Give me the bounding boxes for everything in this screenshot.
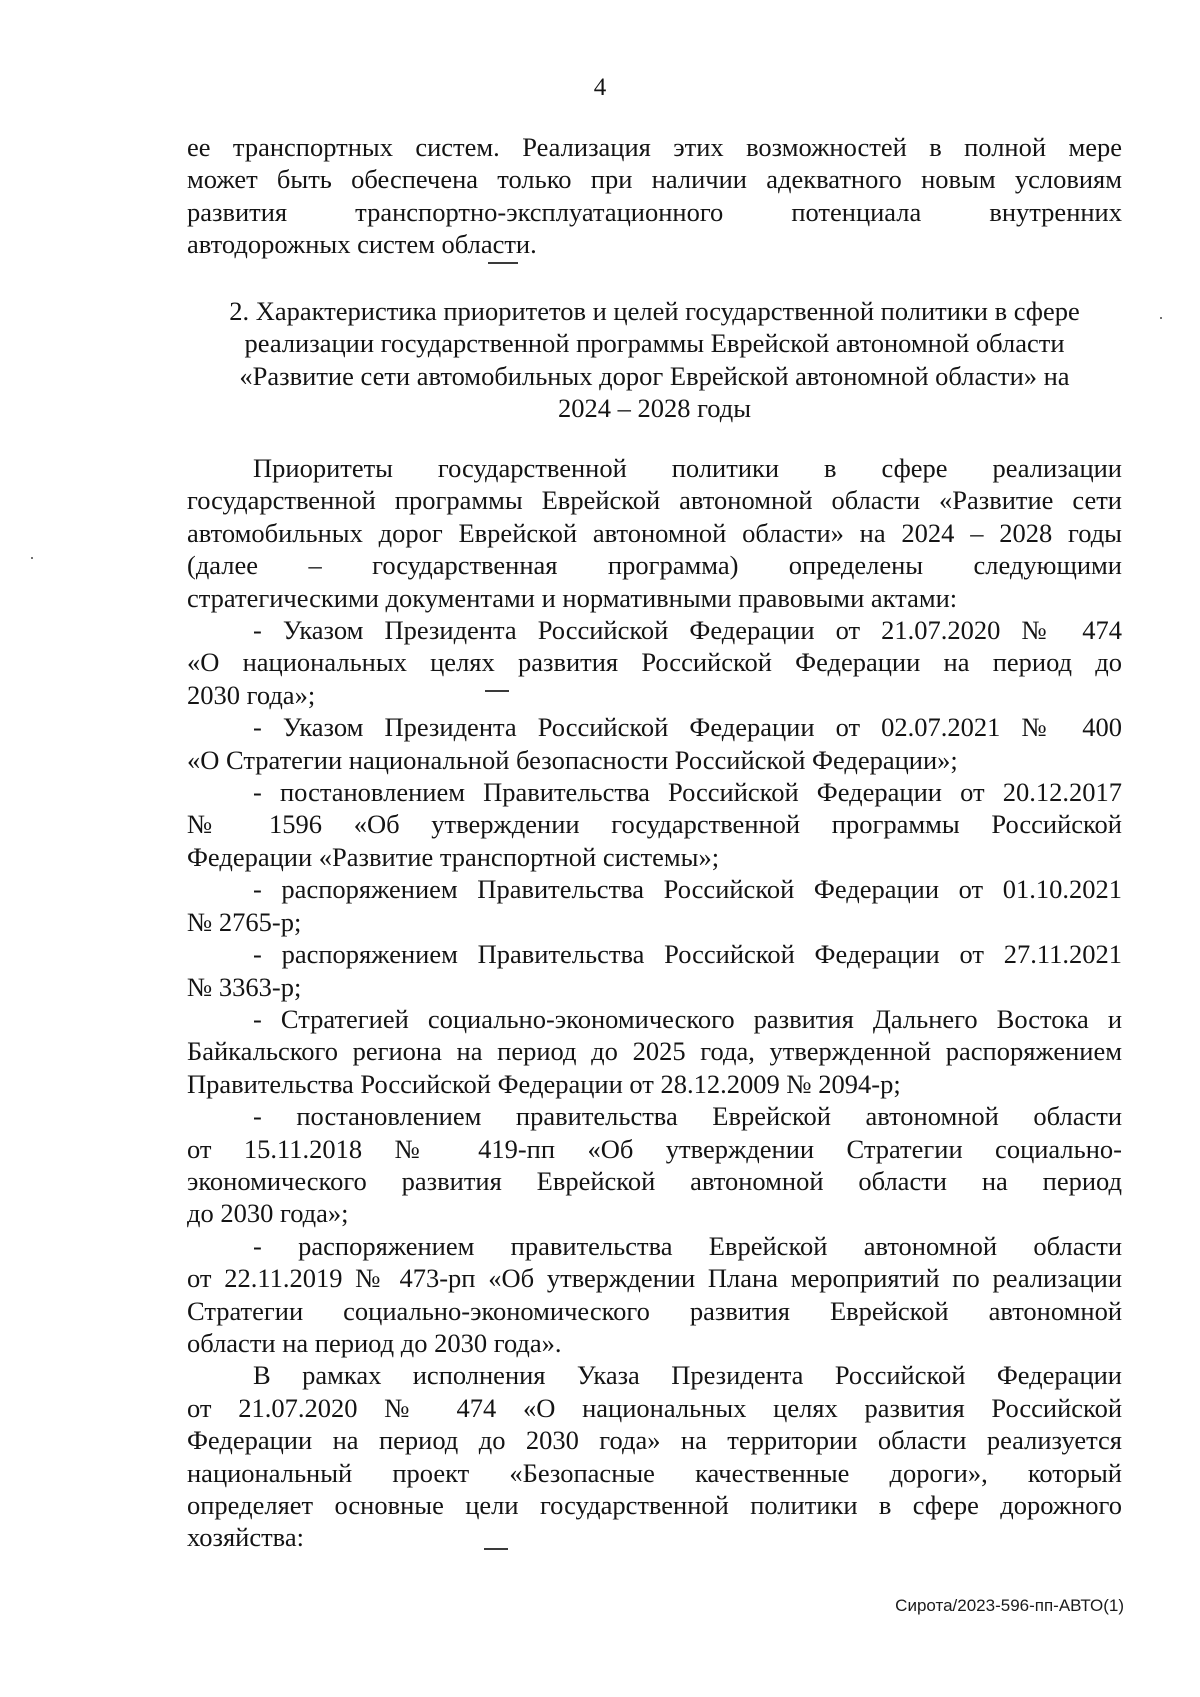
text-line: определяет основные цели государственной политики в сфере дорожного — [187, 1490, 1122, 1520]
text-line: стратегическими документами и нормативными правовыми актами: — [187, 582, 958, 613]
text-line: № 1596 «Об утверждении государственной программы Российской — [187, 809, 1122, 840]
text-line: - распоряжением Правительства Российской Федерации от 27.11.2021 — [253, 939, 1122, 970]
text-line: экономического развития Еврейской автономной области на период — [187, 1165, 1122, 1196]
text-line: Федерации «Развитие транспортной системы»; — [187, 841, 720, 872]
text-line: ее транспортных систем. Реализация этих возможностей в полной мере — [187, 132, 1122, 162]
text-line: может быть обеспечена только при наличии адекватного новым условиям — [187, 164, 1122, 195]
text-line: автомобильных дорог Еврейской автономной области» на 2024 – 2028 годы — [187, 517, 1122, 548]
text-line: до 2030 года»; — [187, 1198, 349, 1229]
text-line: В рамках исполнения Указа Президента Российской Федерации — [253, 1360, 1122, 1391]
text-line: - Указом Президента Российской Федерации от 02.07.2021 № 400 — [253, 712, 1122, 743]
text-line: - распоряжением Правительства Российской Федерации от 01.10.2021 — [253, 874, 1122, 905]
text-line: Байкальского региона на период до 2025 года, утвержденной распоряжением — [187, 1036, 1122, 1067]
heading-line: реализации государственной программы Еврейской автономной области — [244, 328, 1065, 359]
text-line: - постановлением правительства Еврейской автономной области — [253, 1101, 1122, 1132]
page-number: 4 — [593, 74, 607, 101]
text-line: 2030 года»; — [187, 679, 316, 710]
text-line: Правительства Российской Федерации от 28.12.2009 № 2094-р; — [187, 1068, 901, 1099]
intro-paragraph — [187, 131, 1122, 261]
text-line: от 22.11.2019 № 473-рп «Об утверждении Плана мероприятий по реализации — [187, 1263, 1122, 1294]
document-code: Сирота/2023-596-пп-АВТО(1) — [895, 1596, 1124, 1615]
section-body — [187, 452, 1122, 1554]
text-line: Стратегии социально-экономического развития Еврейской автономной — [187, 1295, 1122, 1326]
scan-mark — [484, 1548, 508, 1550]
section-heading — [187, 295, 1122, 425]
text-line: от 15.11.2018 № 419-пп «Об утверждении Стратегии социально- — [187, 1133, 1122, 1164]
text-line: развития транспортно-эксплуатационного потенциала внутренних — [187, 196, 1122, 227]
text-line: «О национальных целях развития Российской Федерации на период до — [187, 647, 1122, 678]
text-line: - распоряжением правительства Еврейской автономной области — [253, 1230, 1122, 1261]
scan-dot — [1160, 317, 1162, 319]
text-line: (далее – государственная программа) определены следующими — [187, 550, 1122, 581]
scan-dot — [31, 557, 33, 559]
text-line: № 2765-р; — [187, 906, 302, 937]
scan-mark — [488, 262, 518, 264]
text-line: № 3363-р; — [187, 971, 302, 1002]
text-line: - Указом Президента Российской Федерации от 21.07.2020 № 474 — [253, 615, 1122, 646]
heading-line: «Развитие сети автомобильных дорог Еврейской автономной области» на — [239, 360, 1070, 391]
text-line: автодорожных систем области. — [187, 229, 537, 260]
text-line: Приоритеты государственной политики в сфере реализации — [253, 453, 1122, 483]
scan-mark — [485, 690, 509, 692]
text-line: «О Стратегии национальной безопасности Российской Федерации»; — [187, 744, 958, 775]
heading-line: 2024 – 2028 годы — [557, 393, 752, 424]
text-line: национальный проект «Безопасные качественные дороги», который — [187, 1457, 1122, 1488]
text-line: Федерации на период до 2030 года» на территории области реализуется — [187, 1425, 1122, 1456]
text-line: области на период до 2030 года». — [187, 1327, 562, 1358]
text-line: от 21.07.2020 № 474 «О национальных целях развития Российской — [187, 1392, 1122, 1423]
text-line: - постановлением Правительства Российской Федерации от 20.12.2017 — [253, 777, 1122, 808]
heading-line: 2. Характеристика приоритетов и целей государственной политики в сфере — [229, 296, 1080, 326]
text-line: хозяйства: — [187, 1522, 304, 1553]
text-line: - Стратегией социально-экономического развития Дальнего Востока и — [253, 1003, 1122, 1034]
text-line: государственной программы Еврейской автономной области «Развитие сети — [187, 485, 1122, 516]
